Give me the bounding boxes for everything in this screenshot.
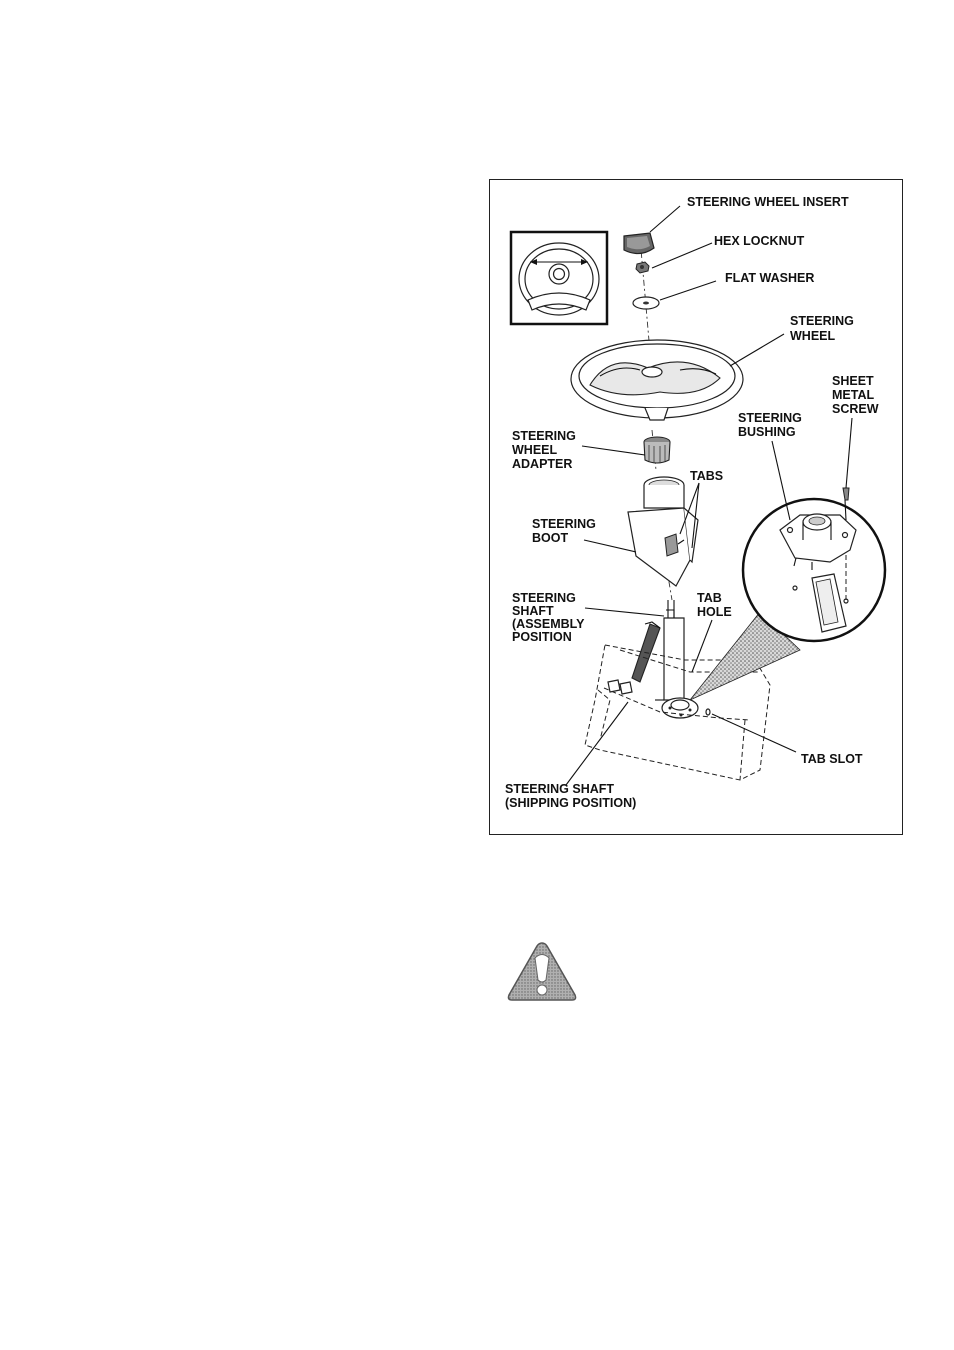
steering-wheel-insert [624,233,654,254]
steering-wheel-inset [511,232,607,324]
label-steering-shaft-assembly-2: SHAFT [512,604,554,618]
label-steering-bushing-1: STEERING [738,411,802,425]
label-steering-shaft-shipping-1: STEERING SHAFT [505,782,615,796]
label-steering-shaft-assembly-1: STEERING [512,591,576,605]
label-sheet-metal-screw-3: SCREW [832,402,879,416]
leader-lines [566,206,852,785]
label-sheet-metal-screw-1: SHEET [832,374,874,388]
label-steering-wheel-adapter-1: STEERING [512,429,576,443]
label-steering-wheel-adapter-3: ADAPTER [512,457,573,471]
steering-boot [628,477,698,586]
label-steering-wheel-2: WHEEL [790,329,836,343]
warning-triangle-icon [506,940,578,1002]
label-tab-slot: TAB SLOT [801,752,863,766]
label-tab-hole-2: HOLE [697,605,732,619]
steering-wheel-adapter [644,437,670,463]
label-steering-wheel-adapter-2: WHEEL [512,443,558,457]
label-steering-boot-2: BOOT [532,531,569,545]
label-sheet-metal-screw-2: METAL [832,388,875,402]
label-tab-hole-1: TAB [697,591,722,605]
label-hex-locknut: HEX LOCKNUT [714,234,805,248]
label-steering-wheel-1: STEERING [790,314,854,328]
steering-lever [632,622,660,682]
label-steering-shaft-assembly-3: (ASSEMBLY [512,617,585,631]
label-flat-washer: FLAT WASHER [725,271,815,285]
hex-locknut [636,262,649,273]
label-steering-shaft-assembly-4: POSITION [512,630,572,644]
label-steering-wheel-insert: STEERING WHEEL INSERT [687,195,849,209]
label-tabs: TABS [690,469,724,483]
label-steering-bushing-2: BUSHING [738,425,796,439]
flat-washer [633,297,659,309]
label-steering-shaft-shipping-2: (SHIPPING POSITION) [505,796,637,810]
label-steering-boot-1: STEERING [532,517,596,531]
steering-wheel [571,340,743,420]
